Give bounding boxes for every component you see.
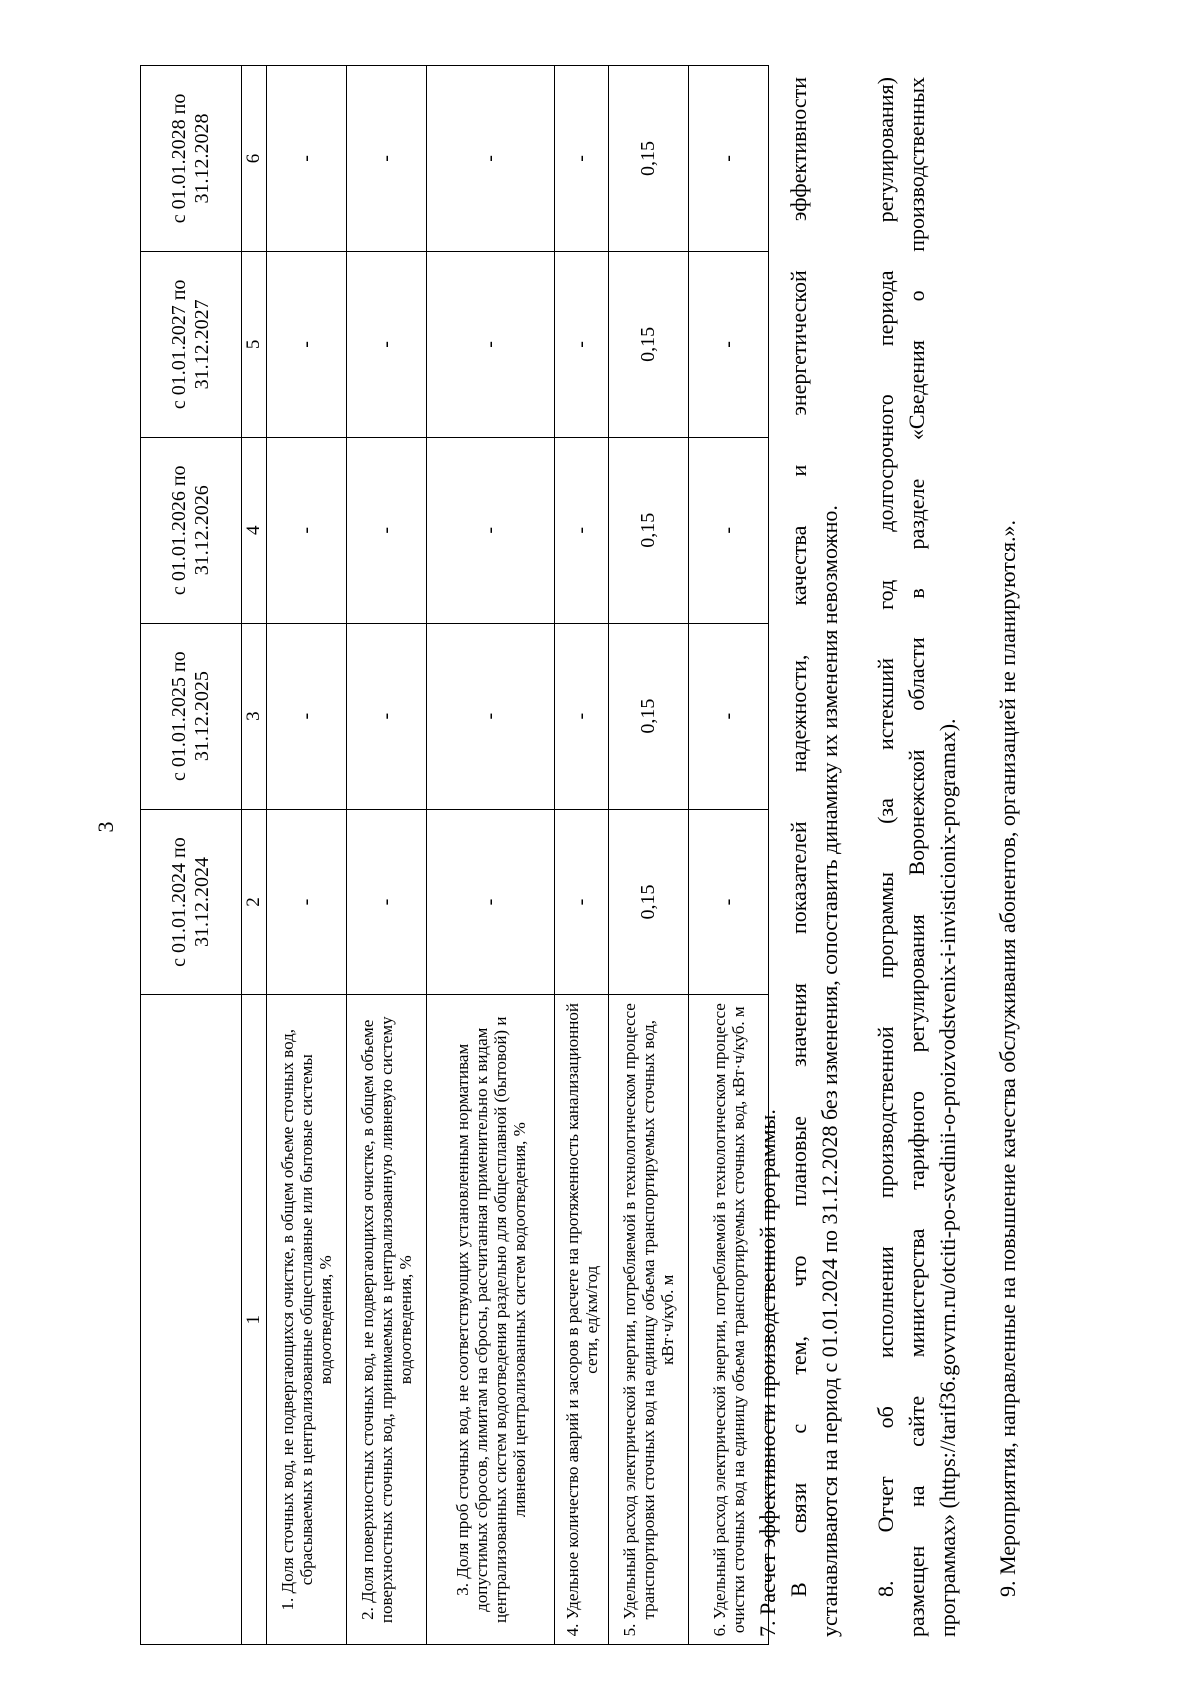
value-cell: 0,15	[609, 66, 689, 252]
value-cell: 0,15	[609, 251, 689, 437]
indicator-cell: 5. Удельный расход электрической энергии, потребляемой в технологическом процессе транспортировки сточных вод на единицу объема транспортируемых сточных вод, кВт·ч/куб. м	[609, 995, 689, 1645]
table-row	[347, 66, 427, 1645]
section-9-text: 9. Мероприятия, направленные на повышение качества обслуживания абонентов, организацией не планируются.».	[995, 519, 1020, 1597]
value-cell: -	[555, 809, 609, 995]
value-cell: -	[267, 809, 347, 995]
section-7-heading: 7. Расчет эффективности производственной программы.	[755, 1109, 780, 1637]
table-row	[267, 66, 347, 1645]
indicators-table	[140, 65, 769, 1645]
table-header-row	[141, 66, 242, 1645]
indicator-cell: 1. Доля сточных вод, не подвергающихся очистке, в общем объеме сточных вод, сбрасываемых в централизованные общесплавные или бытовые системы водоотведения, %	[267, 995, 347, 1645]
section-7-line-1: В связи с тем, что плановые значения показателей надежности, качества и энергетической эффективности	[786, 77, 811, 1597]
value-cell: -	[555, 66, 609, 252]
section-8-line-3: программах» (https://tarif36.govvrn.ru/otciti-po-svedinii-o-proizvodstvenix-i-invisticionix-programax).	[935, 718, 960, 1637]
value-cell: -	[267, 66, 347, 252]
header-cell-period-2027: с 01.01.2027 по 31.12.2027	[141, 251, 242, 437]
header-cell-period-2026: с 01.01.2026 по 31.12.2026	[141, 437, 242, 623]
value-cell: -	[689, 437, 769, 623]
value-cell: -	[689, 251, 769, 437]
value-cell: 0,15	[609, 437, 689, 623]
value-cell: -	[347, 66, 427, 252]
value-cell: -	[347, 623, 427, 809]
column-number-row	[242, 66, 267, 1645]
header-cell-period-2025: с 01.01.2025 по 31.12.2025	[141, 623, 242, 809]
indicator-cell: 3. Доля проб сточных вод, не соответствующих установленным нормативам допустимых сбросов, лимитам на сбросы, рассчитанная применительно к видам централизованных систем водоотведения раздельно для общесплавной (бытовой) и ливневой централизованных систем водоотведения, %	[427, 995, 555, 1645]
value-cell: -	[347, 251, 427, 437]
value-cell: -	[689, 66, 769, 252]
table-row	[427, 66, 555, 1645]
value-cell: 0,15	[609, 809, 689, 995]
section-8-line-1: 8. Отчет об исполнении производственной программы (за истекший год долгосрочного периода регулирования)	[873, 77, 898, 1597]
column-number: 2	[242, 809, 267, 995]
column-number: 1	[242, 995, 267, 1645]
column-number: 3	[242, 623, 267, 809]
section-7-line-2: устанавливаются на период с 01.01.2024 по 31.12.2028 без изменения, сопоставить динамику их изменения невозможно.	[817, 505, 842, 1637]
rotated-page-content	[140, 65, 1100, 1645]
column-number: 4	[242, 437, 267, 623]
value-cell: -	[427, 809, 555, 995]
header-cell-period-2024: с 01.01.2024 по 31.12.2024	[141, 809, 242, 995]
value-cell: -	[267, 251, 347, 437]
value-cell: -	[555, 437, 609, 623]
value-cell: -	[689, 623, 769, 809]
value-cell: -	[347, 437, 427, 623]
value-cell: -	[427, 66, 555, 252]
header-cell-period-2028: с 01.01.2028 по 31.12.2028	[141, 66, 242, 252]
value-cell: -	[427, 251, 555, 437]
column-number: 6	[242, 66, 267, 252]
value-cell: -	[555, 251, 609, 437]
table-row	[555, 66, 609, 1645]
value-cell: -	[267, 437, 347, 623]
indicator-cell: 6. Удельный расход электрической энергии, потребляемой в технологическом процессе очистки сточных вод на единицу объема транспортируемых сточных вод, кВт·ч/куб. м	[689, 995, 769, 1645]
value-cell: 0,15	[609, 623, 689, 809]
page-number: 3	[93, 821, 118, 833]
value-cell: -	[555, 623, 609, 809]
header-cell-indicator	[141, 995, 242, 1645]
value-cell: -	[427, 437, 555, 623]
value-cell: -	[689, 809, 769, 995]
indicator-cell: 4. Удельное количество аварий и засоров в расчете на протяженность канализационной сети, ед/км/год	[555, 995, 609, 1645]
value-cell: -	[267, 623, 347, 809]
value-cell: -	[427, 623, 555, 809]
indicator-cell: 2. Доля поверхностных сточных вод, не подвергающихся очистке, в общем объеме поверхностных сточных вод, принимаемых в централизованную ливневую систему водоотведения, %	[347, 995, 427, 1645]
column-number: 5	[242, 251, 267, 437]
value-cell: -	[347, 809, 427, 995]
section-8-line-2: размещен на сайте министерства тарифного регулирования Воронежской области в разделе «Сведения о производственных	[904, 77, 929, 1637]
table-row	[609, 66, 689, 1645]
